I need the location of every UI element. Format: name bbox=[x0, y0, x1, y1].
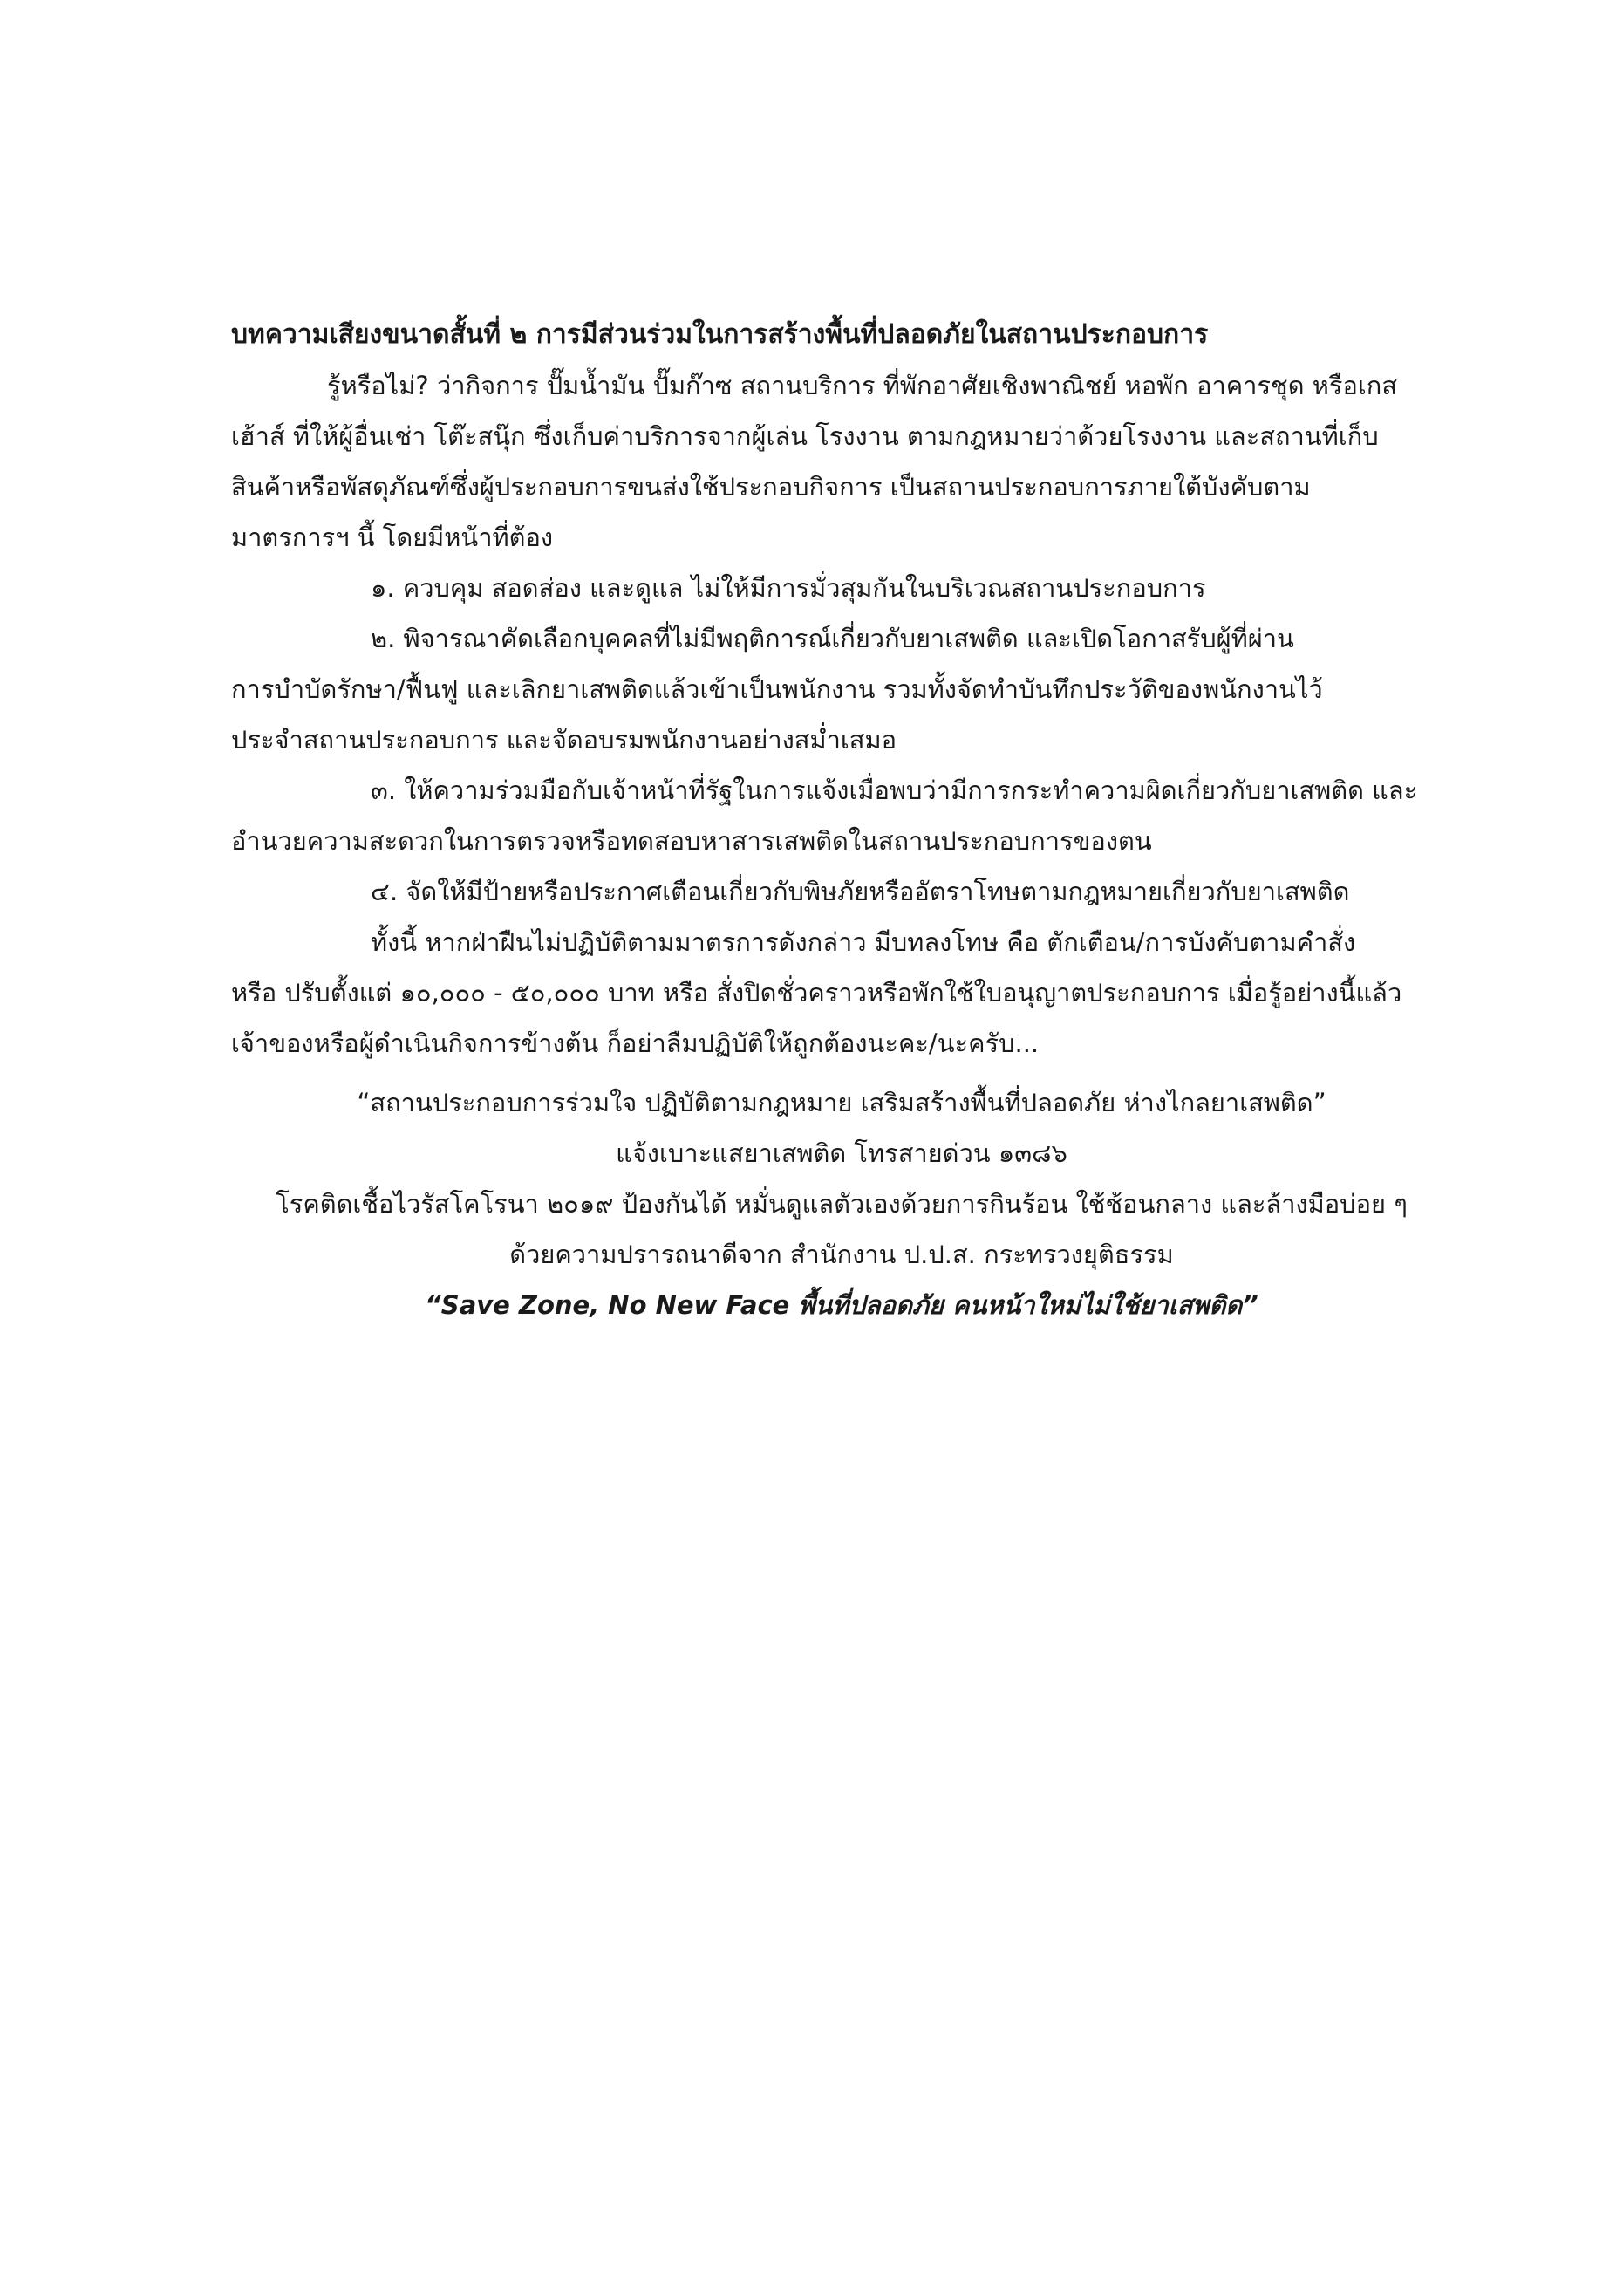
list-item-2-line-2: การบำบัดรักษา/ฟื้นฟู และเลิกยาเสพติดแล้วเข้าเป็นพนักงาน รวมทั้งจัดทำบันทึกประวัติของพนักงานไว้ bbox=[231, 674, 1323, 704]
intro-line-4: มาตรการฯ นี้ โดยมีหน้าที่ต้อง bbox=[231, 523, 554, 552]
penalty-line-3: เจ้าของหรือผู้ดำเนินกิจการข้างต้น ก็อย่าลืมปฏิบัติให้ถูกต้องนะคะ/นะครับ... bbox=[231, 1028, 1040, 1058]
closing-block bbox=[231, 1077, 1452, 1330]
penalty-line-1: ทั้งนี้ หากฝ่าฝืนไม่ปฏิบัติตามมาตรการดังกล่าว มีบทลงโทษ คือ ตักเตือน/การบังคับตามคำสั่ง bbox=[371, 927, 1356, 957]
sender-line: ด้วยความปรารถนาดีจาก สำนักงาน ป.ป.ส. กระทรวงยุติธรรม bbox=[509, 1240, 1174, 1269]
article-body bbox=[231, 310, 1452, 1069]
penalty-line-2: หรือ ปรับตั้งแต่ ๑๐,๐๐๐ - ๕๐,๐๐๐ บาท หรือ สั่งปิดชั่วคราวหรือพักใช้ใบอนุญาตประกอบการ เมื่อรู้อย่างนี้แล้ว bbox=[231, 978, 1402, 1008]
list-item-4: ๔. จัดให้มีป้ายหรือประกาศเตือนเกี่ยวกับพิษภัยหรืออัตราโทษตามกฎหมายเกี่ยวกับยาเสพติด bbox=[371, 877, 1350, 906]
article-title: บทความเสียงขนาดสั้นที่ ๒ การมีส่วนร่วมในการสร้างพื้นที่ปลอดภัยในสถานประกอบการ bbox=[231, 319, 1209, 350]
hotline-notice: แจ้งเบาะแสยาเสพติด โทรสายด่วน ๑๓๘๖ bbox=[616, 1138, 1067, 1168]
covid-notice: โรคติดเชื้อไวรัสโคโรนา ๒๐๑๙ ป้องกันได้ หมั่นดูแลตัวเองด้วยการกินร้อน ใช้ช้อนกลาง และล้างมือบ่อย ๆ bbox=[276, 1189, 1408, 1219]
campaign-quote: “สถานประกอบการร่วมใจ ปฏิบัติตามกฎหมาย เสริมสร้างพื้นที่ปลอดภัย ห่างไกลยาเสพติด” bbox=[357, 1088, 1326, 1117]
list-item-3-line-2: อำนวยความสะดวกในการตรวจหรือทดสอบหาสารเสพติดในสถานประกอบการของตน bbox=[231, 826, 1152, 856]
campaign-slogan: “Save Zone, No New Face พื้นที่ปลอดภัย คนหน้าใหม่ไม่ใช้ยาเสพติด” bbox=[425, 1290, 1258, 1320]
intro-line-2: เฮ้าส์ ที่ให้ผู้อื่นเช่า โต๊ะสนุ๊ก ซึ่งเก็บค่าบริการจากผู้เล่น โรงงาน ตามกฎหมายว่าด้วยโรงงาน และสถานที่เก็บ bbox=[231, 421, 1379, 451]
list-item-2-line-3: ประจำสถานประกอบการ และจัดอบรมพนักงานอย่างสม่ำเสมอ bbox=[231, 725, 897, 755]
list-item-2-line-1: ๒. พิจารณาคัดเลือกบุคคลที่ไม่มีพฤติการณ์เกี่ยวกับยาเสพติด และเปิดโอกาสรับผู้ที่ผ่าน bbox=[371, 624, 1294, 653]
intro-line-3: สินค้าหรือพัสดุภัณฑ์ซึ่งผู้ประกอบการขนส่งใช้ประกอบกิจการ เป็นสถานประกอบการภายใต้บังคับตาม bbox=[231, 472, 1311, 502]
intro-line-1: รู้หรือไม่? ว่ากิจการ ปั๊มน้ำมัน ปั๊มก๊าซ สถานบริการ ที่พักอาศัยเชิงพาณิชย์ หอพัก อาคารชุด หรือเกส bbox=[327, 371, 1398, 400]
list-item-3-line-1: ๓. ให้ความร่วมมือกับเจ้าหน้าที่รัฐในการแจ้งเมื่อพบว่ามีการกระทำความผิดเกี่ยวกับยาเสพติด และ bbox=[371, 776, 1418, 805]
list-item-1: ๑. ควบคุม สอดส่อง และดูแล ไม่ให้มีการมั่วสุมกันในบริเวณสถานประกอบการ bbox=[371, 573, 1206, 603]
